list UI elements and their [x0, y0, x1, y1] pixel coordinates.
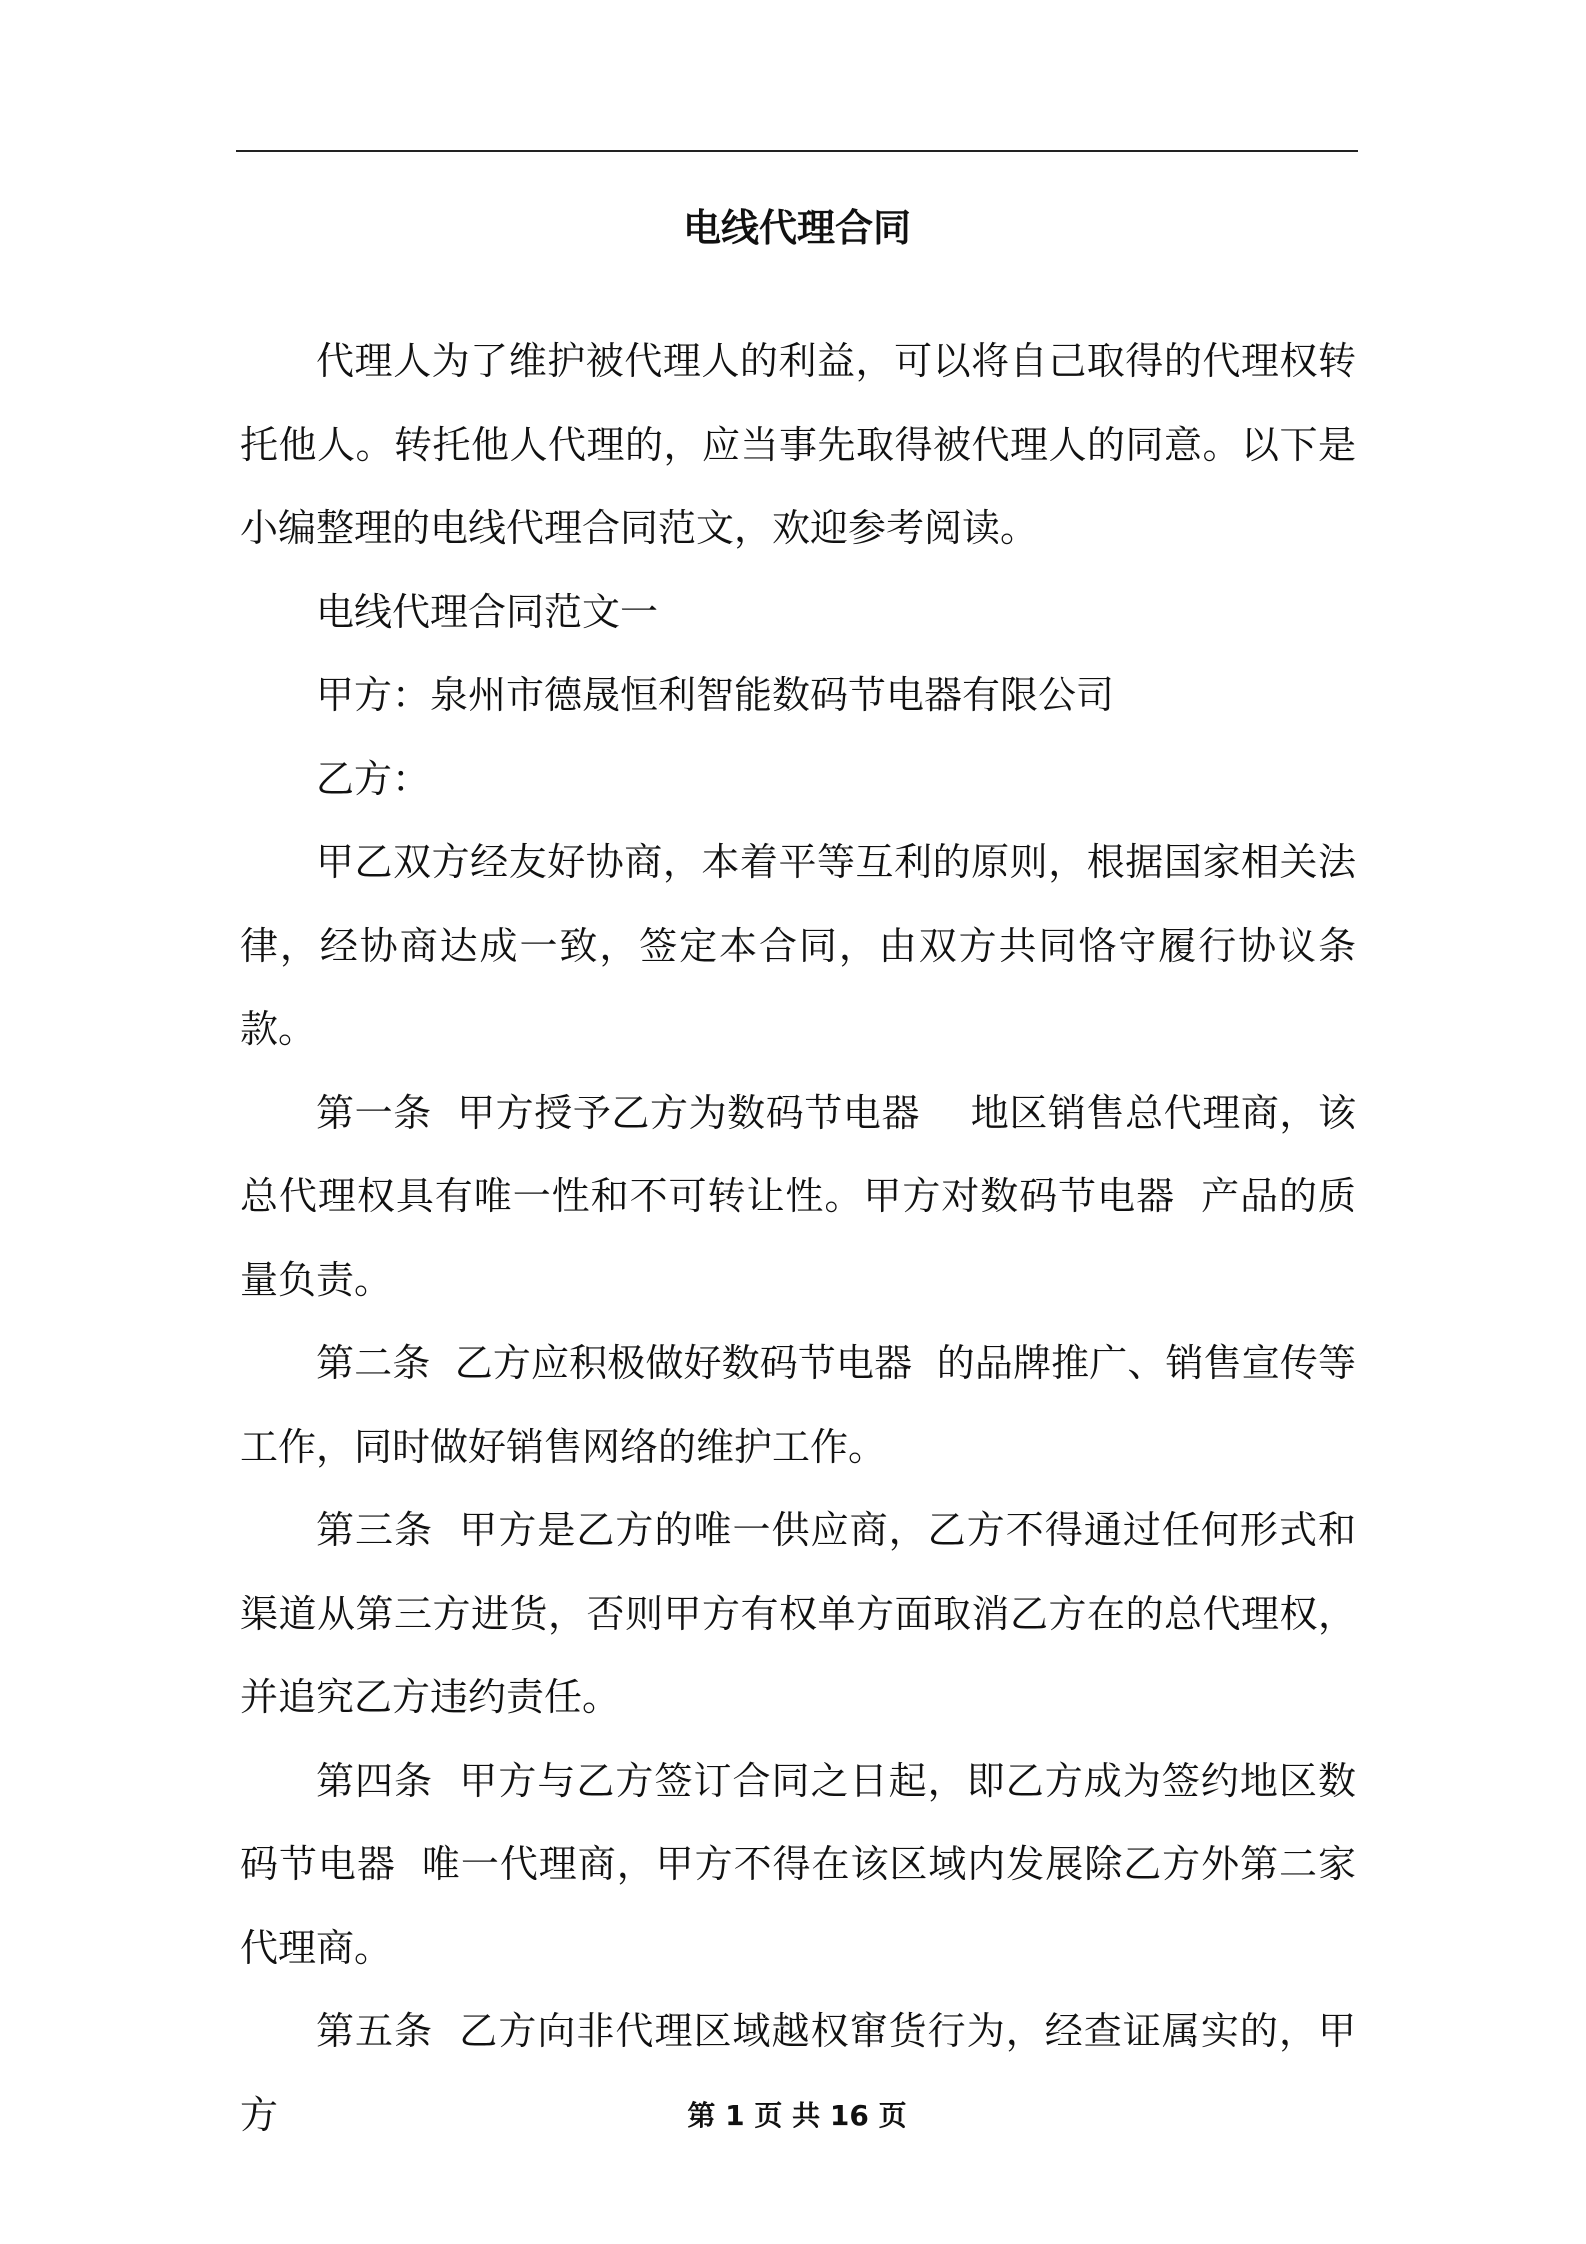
header-rule	[236, 150, 1358, 152]
paragraph-party-b: 乙方：	[316, 756, 431, 801]
paragraph-sample-heading: 电线代理合同范文一	[316, 589, 659, 634]
page-number-footer: 第 1 页 共 16 页	[687, 2099, 907, 2132]
document-body	[240, 320, 1356, 2157]
paragraph-article-3: 第三条 甲方是乙方的唯一供应商，乙方不得通过任何形式和渠道从第三方进货，否则甲方有权单方面取消乙方在的总代理权，并追究乙方违约责任。	[240, 1508, 1356, 1719]
paragraph-article-5: 第五条 乙方向非代理区域越权窜货行为，经查证属实的，甲方	[240, 2009, 1356, 2137]
paragraph-article-1: 第一条 甲方授予乙方为数码节电器 地区销售总代理商，该总代理权具有唯一性和不可转让性。甲方对数码节电器 产品的质量负责。	[240, 1090, 1356, 1302]
document-title: 电线代理合同	[682, 206, 911, 250]
paragraph-party-a: 甲方：泉州市德晟恒利智能数码节电器有限公司	[316, 673, 1115, 717]
paragraph-article-4: 第四条 甲方与乙方签订合同之日起，即乙方成为签约地区数码节电器 唯一代理商，甲方不得在该区域内发展除乙方外第二家代理商。	[240, 1758, 1356, 1970]
paragraph-preamble: 甲乙双方经友好协商，本着平等互利的原则，根据国家相关法律，经协商达成一致，签定本合同，由双方共同恪守履行协议条款。	[240, 840, 1356, 1051]
paragraph-intro: 代理人为了维护被代理人的利益，可以将自己取得的代理权转托他人。转托他人代理的，应当事先取得被代理人的同意。以下是小编整理的电线代理合同范文，欢迎参考阅读。	[240, 339, 1356, 550]
paragraph-article-2: 第二条 乙方应积极做好数码节电器 的品牌推广、销售宣传等工作，同时做好销售网络的维护工作。	[240, 1341, 1356, 1469]
